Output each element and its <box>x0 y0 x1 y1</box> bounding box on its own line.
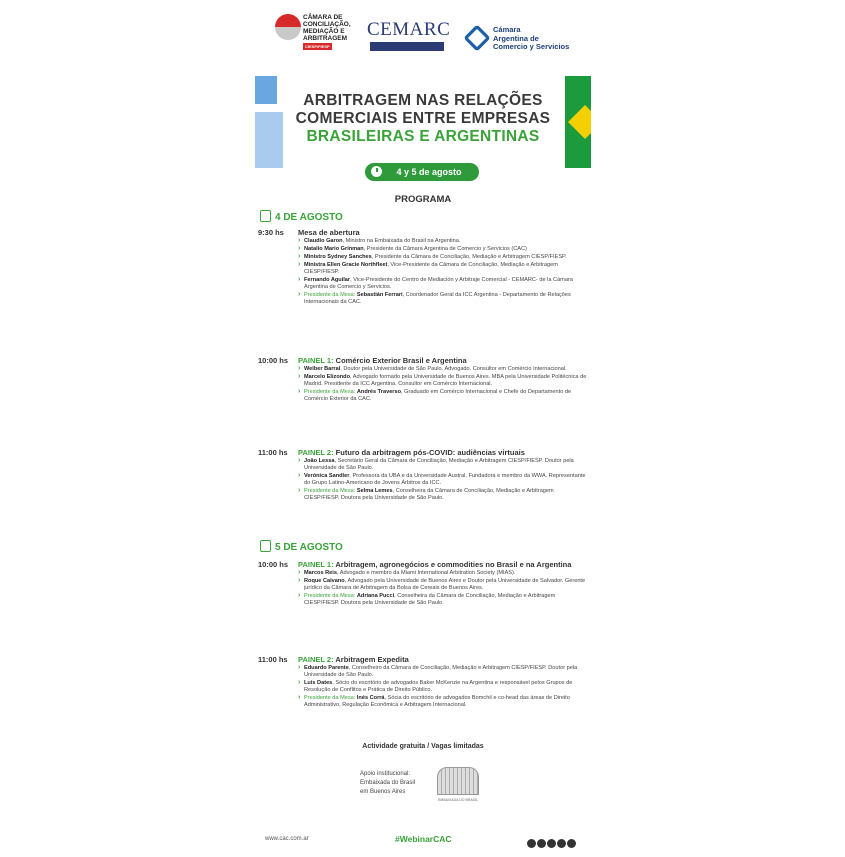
speaker-item <box>298 366 590 373</box>
speaker-item <box>298 246 590 253</box>
event-title: ARBITRAGEM NAS RELAÇÕES COMERCIAIS ENTRE EMPRESAS BRASILEIRAS E ARGENTINAS <box>295 92 551 145</box>
calendar-icon <box>260 540 271 552</box>
camara-logo-mark <box>275 14 301 40</box>
speaker-desc: , Coordenador Geral da ICC Argentina - Departamento de Relações Internacionais da CAC. <box>304 292 571 305</box>
speaker-item <box>298 277 590 291</box>
speaker-item <box>298 458 590 472</box>
speaker-name: Marcos Reis <box>304 570 337 576</box>
mesa-president-label: Presidente da Mesa: <box>304 593 357 599</box>
panel-label: PAINEL 1: <box>298 356 334 365</box>
social-icons <box>527 835 577 853</box>
speaker-desc: , Advogado e membro da Miami International Arbitration Society (MIAS). <box>336 570 516 576</box>
slot-title: PAINEL 1: Comércio Exterior Brasil e Argentina <box>298 356 467 365</box>
slot-time: 10:00 hs <box>258 356 289 365</box>
speaker-desc: , Conselheira da Câmara de Conciliação, Mediação e Arbitragem CIESP/FIESP. Doutora pela Universidade de São Paulo. <box>304 488 554 501</box>
speaker-desc: , Sócio do escritório de advogados Baker McKenzie na Argentina e responsável pelos Grupos de Resolução de Conflitos e Prática de Direito Público. <box>304 680 573 693</box>
speaker-name: Verónica Sandler <box>304 473 350 479</box>
speaker-item <box>298 593 590 607</box>
calendar-icon <box>260 210 271 222</box>
speaker-name: Claudio Garon <box>304 238 343 244</box>
speaker-desc: , Professora da UBA e da Universidade Austral. Fundadora e membro da WWA. Representante do Grupo Latino-Americano de Jovens Árbitros da ICC. <box>304 473 586 486</box>
speaker-name: João Lessa <box>304 458 335 464</box>
cac-logo-mark <box>463 24 490 51</box>
panel-label: PAINEL 1: <box>298 560 334 569</box>
speaker-name: Eduardo Parente <box>304 665 349 671</box>
speaker-name: Roque Caivano <box>304 578 345 584</box>
twitter-icon[interactable] <box>537 839 546 848</box>
slot-title: PAINEL 1: Arbitragem, agronegócios e commodities no Brasil e na Argentina <box>298 560 572 569</box>
speaker-item <box>298 695 590 709</box>
panel-label: PAINEL 2: <box>298 655 334 664</box>
speaker-name: Andrés Traverso <box>356 389 402 395</box>
speaker-item <box>298 665 590 679</box>
speaker-desc: , Vice-Presidente da Câmara de Conciliação, Mediação e Arbitragem CIESP/FIESP. <box>304 262 558 275</box>
speaker-name: Ministro Sydney Sanches <box>304 254 372 260</box>
event-poster <box>255 0 591 857</box>
facebook-icon[interactable] <box>527 839 536 848</box>
logo-bar <box>255 12 591 72</box>
speaker-desc: , Doutor pela Universidade de São Paulo. Advogado. Consultor em Comércio Internacional. <box>340 366 567 372</box>
slot-title: Mesa de abertura <box>298 228 360 237</box>
panel-label: PAINEL 2: <box>298 448 334 457</box>
embassy-building-icon <box>437 767 479 795</box>
speaker-name: Selma Lemes <box>356 488 393 494</box>
youtube-icon[interactable] <box>567 839 576 848</box>
speaker-name: Adriana Pucci <box>356 593 395 599</box>
speaker-desc: , Vice-Presidente do Centro de Mediación y Arbitraje Comercial - CEMARC- de la Cámara Argentina de Comercio y Servicios. <box>304 277 573 290</box>
mesa-president-label: Presidente da Mesa: <box>304 292 357 298</box>
speaker-name: Natalio Mario Grinman <box>304 246 364 252</box>
slot-title: PAINEL 2: Arbitragem Expedita <box>298 655 409 664</box>
speaker-item <box>298 473 590 487</box>
speaker-desc: , Ministro na Embaixada do Brasil na Argentina. <box>342 238 461 244</box>
programa-heading: PROGRAMA <box>394 194 452 205</box>
day2-header: 5 DE AGOSTO <box>260 540 343 553</box>
speaker-name: Ministra Ellen Gracie Northfleet <box>304 262 388 268</box>
institutional-support: Apoio institucional: Embaixada do Brasil em Buenos Aires <box>360 771 416 795</box>
speaker-item <box>298 262 590 276</box>
speaker-item <box>298 389 590 403</box>
clock-icon <box>371 166 382 177</box>
hashtag: #WebinarCAC <box>395 834 452 844</box>
embassy-logo: EMBAIXADA DO BRASIL <box>435 767 481 807</box>
speaker-item <box>298 292 590 306</box>
mesa-president-label: Presidente da Mesa: <box>304 488 357 494</box>
website-link[interactable]: www.cac.com.ar <box>265 836 309 842</box>
speaker-item <box>298 570 590 577</box>
speaker-desc: , Advogado formado pela Universidade de Buenos Aires. MBA pela Universidade Politécnica de Madrid. Presidente da ICC Argentina. Consultor em Comércio Internacional. <box>304 374 587 387</box>
footer <box>255 834 591 848</box>
slot-time: 11:00 hs <box>258 655 288 664</box>
mesa-president-label: Presidente da Mesa: <box>304 695 357 701</box>
speaker-item <box>298 238 590 245</box>
slot-title: PAINEL 2: Futuro da arbitragem pós-COVID: audiências virtuais <box>298 448 525 457</box>
speaker-desc: , Conselheiro da Câmara de Conciliação, Mediação e Arbitragem CIESP/FIESP. Doutor pela Universidade de São Paulo. <box>304 665 578 678</box>
speaker-desc: , Graduado em Comércio Internacional e Chefe do Departamento de Comércio Exterior da CAC. <box>304 389 572 402</box>
speaker-desc: , Sócia do escritório de advogados Bomchil e co-head das áreas de Direito Administrativo, Regulação Econômica e Arbitragem Internacional. <box>304 695 570 708</box>
date-badge: 4 y 5 de agosto <box>365 163 479 181</box>
speaker-desc: , Conselheira da Câmara de Conciliação, Mediação e Arbitragem CIESP/FIESP. Doutora pela Universidade de São Paulo. <box>304 593 556 606</box>
speaker-name: Luis Dates <box>304 680 333 686</box>
speaker-desc: , Presidente da Câmara Argentina de Comercio y Servicios (CAC) <box>363 246 527 252</box>
camara-ciesp-logo: CÂMARA DE CONCILIAÇÃO, MEDIAÇÃO E ARBITRAGEM CIESP/FIESP <box>275 14 355 72</box>
speaker-item <box>298 254 590 261</box>
slot-time: 9:30 hs <box>258 228 284 237</box>
speaker-desc: , Presidente da Câmara de Conciliação, Mediação e Arbitragem CIESP/FIESP. <box>371 254 567 260</box>
speaker-name: Welber Barral <box>304 366 341 372</box>
slot-time: 10:00 hs <box>258 560 289 569</box>
speaker-name: Fernando Aguilar <box>304 277 351 283</box>
speaker-desc: , Secretário Geral da Câmara de Conciliação, Mediação e Arbitragem CIESP/FIESP. Doutor pela Universidade de São Paulo. <box>304 458 574 471</box>
speaker-desc: , Advogado pela Universidade de Buenos Aires e Doutor pela Universidade de Salvador. Gerente jurídico da Câmara de Arbitragem da Bolsa de Cereais de Buenos Aires. <box>304 578 586 591</box>
speaker-name: Inés Corrá <box>356 695 385 701</box>
linkedin-icon[interactable] <box>557 839 566 848</box>
speaker-item <box>298 680 590 694</box>
speaker-item <box>298 374 590 388</box>
speaker-item <box>298 488 590 502</box>
day1-header: 4 DE AGOSTO <box>260 210 343 223</box>
instagram-icon[interactable] <box>547 839 556 848</box>
cemarc-logo: CEMARC <box>367 20 447 60</box>
cac-logo: Cámara Argentina de Comercio y Servicios <box>465 24 590 58</box>
speaker-item <box>298 578 590 592</box>
speaker-name: Marcelo Elizondo <box>304 374 350 380</box>
slot-time: 11:00 hs <box>258 448 288 457</box>
free-activity-note: Actividade gratuita / Vagas limitadas <box>362 743 484 750</box>
mesa-president-label: Presidente da Mesa: <box>304 389 357 395</box>
speaker-name: Sebastián Ferrari <box>356 292 403 298</box>
